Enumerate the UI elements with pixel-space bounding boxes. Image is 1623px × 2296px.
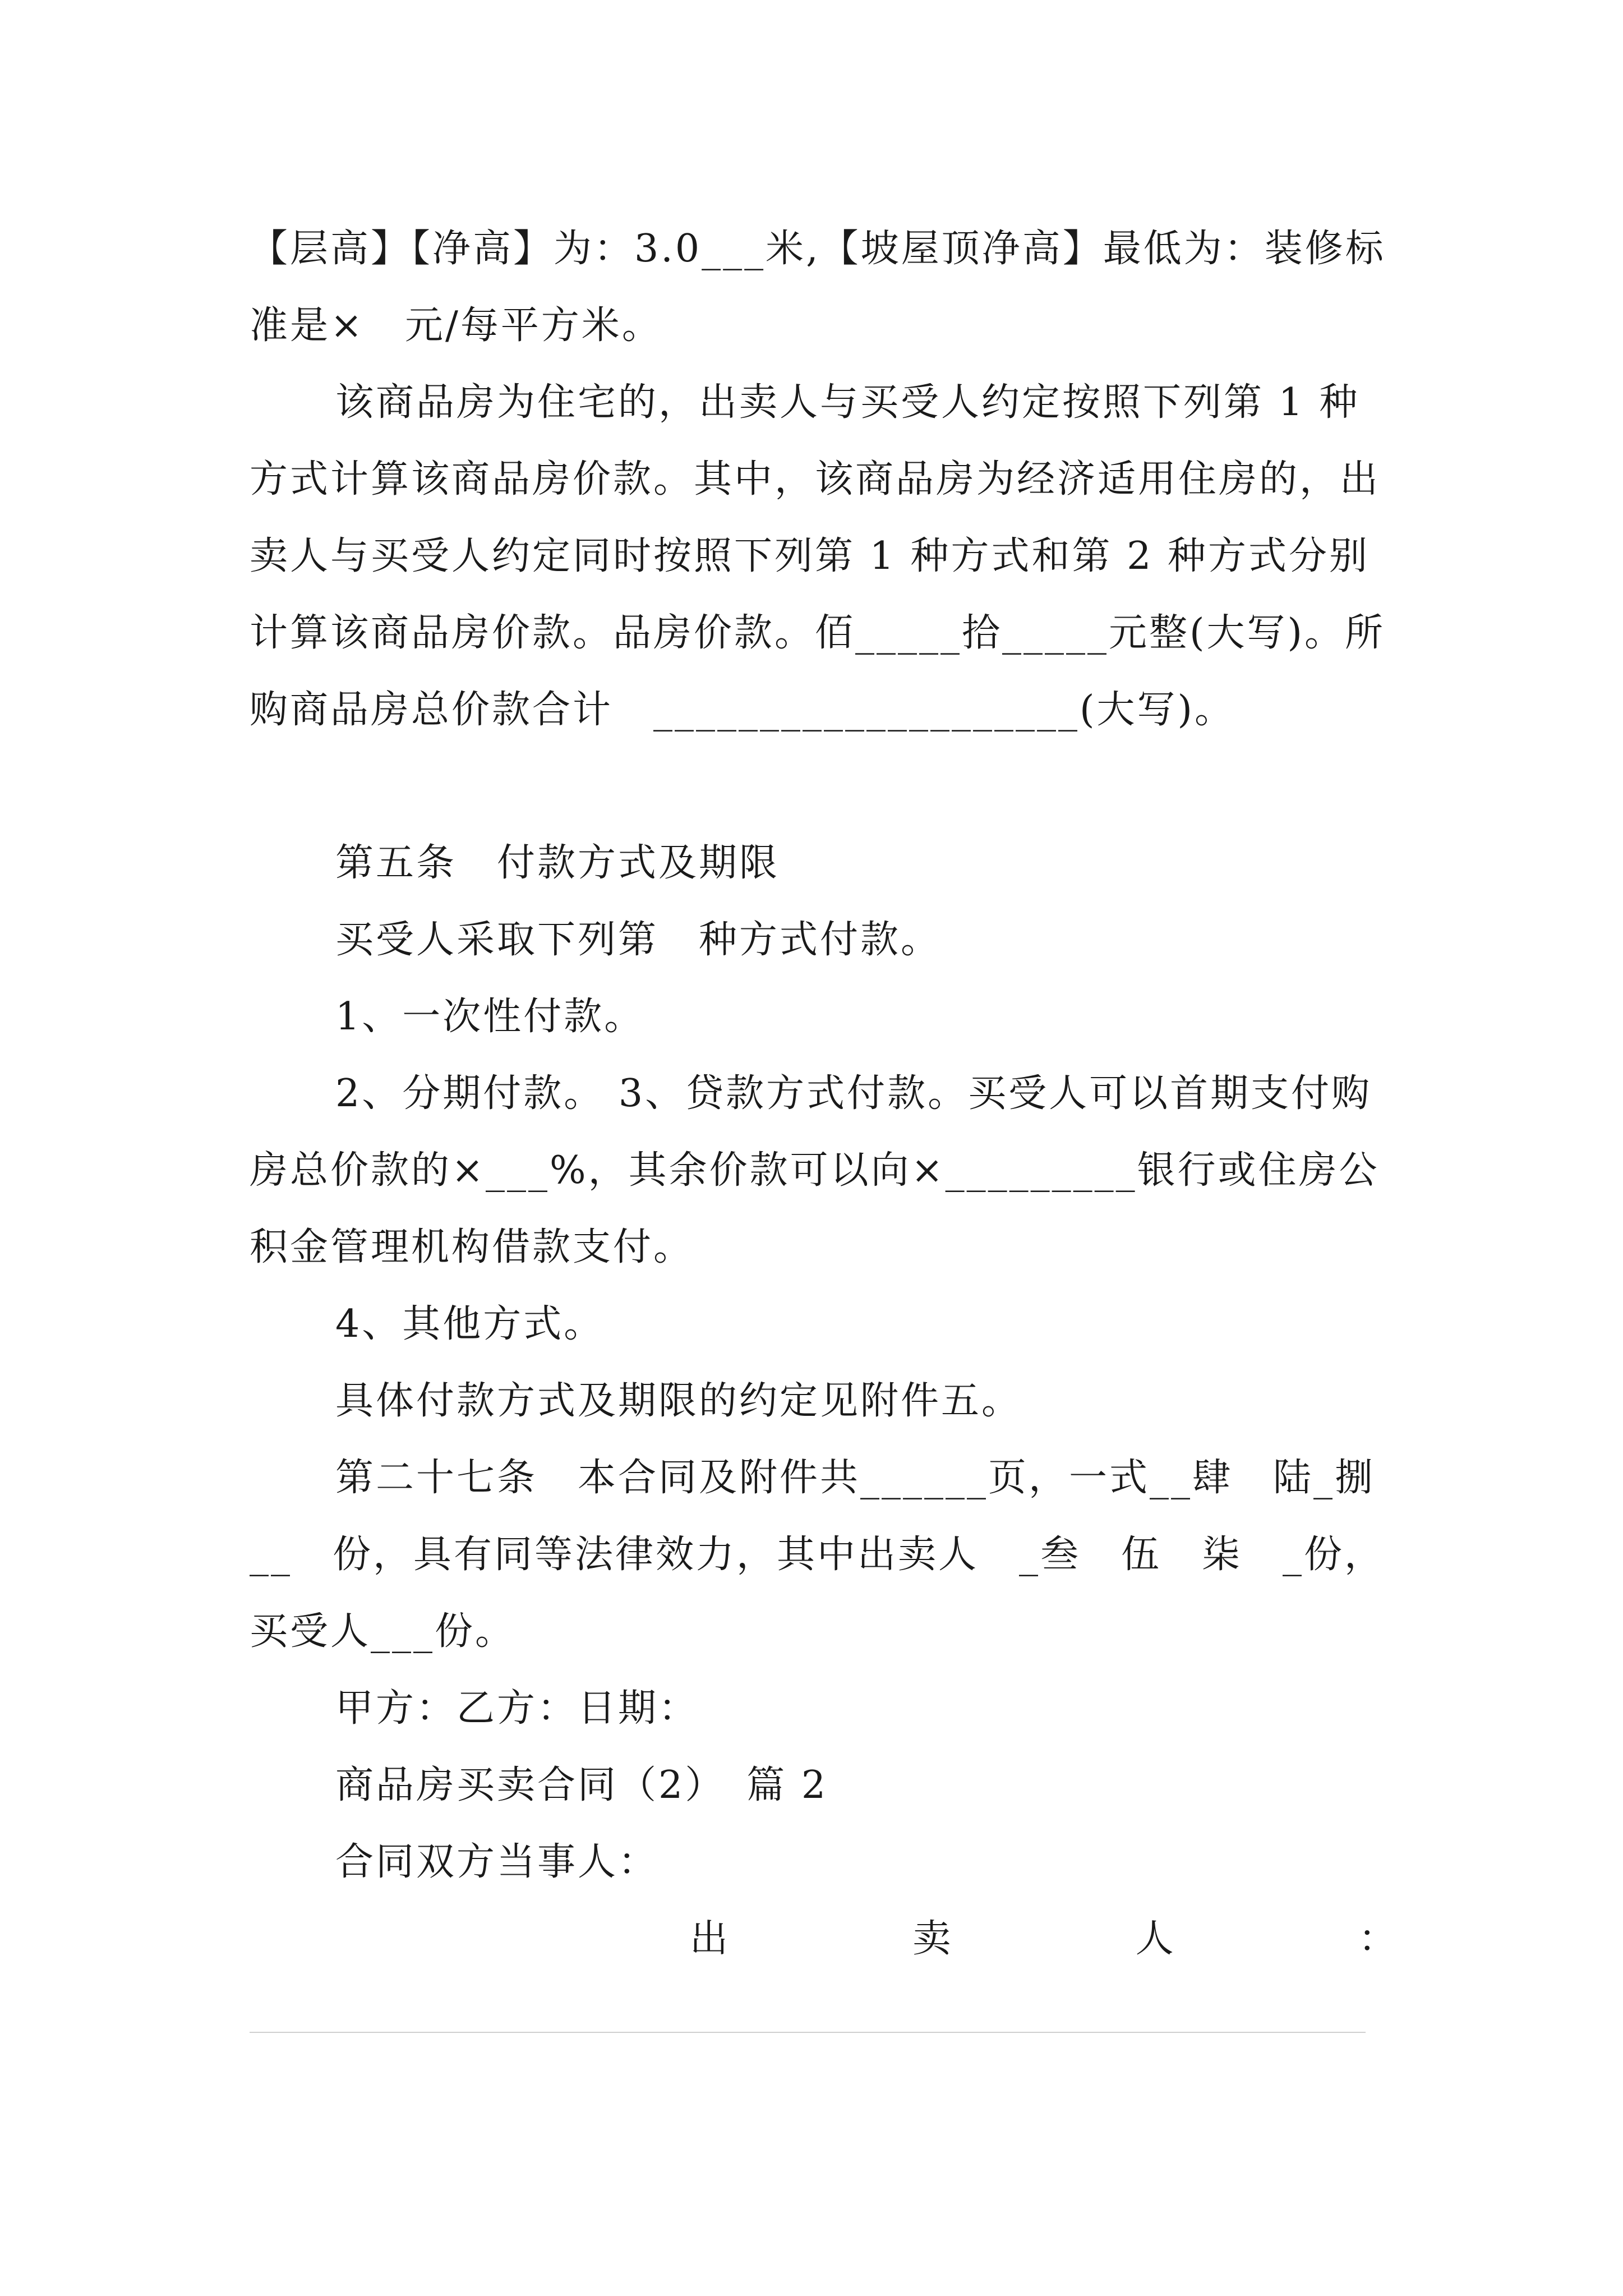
signature-line: 甲方：乙方：日期： — [335, 1686, 699, 1731]
seller-char-3: 人 — [1135, 1917, 1174, 1961]
list-item-installment-loan: 2、分期付款。 3、贷款方式付款。买受人可以首期支付购房总价款的×___%，其余价款可以向×_________银行或住房公积金管理机构借款支付。 — [250, 1071, 1380, 1269]
paragraph-attachment-five: 具体付款方式及期限的约定见附件五。 — [335, 1379, 1022, 1423]
paragraph-floor-height: 【层高】【净高】为：3.0___米,【坡屋顶净高】最低为：装修标准是× 元/每平方米。 — [250, 227, 1386, 348]
list-item-other: 4、其他方式。 — [335, 1302, 605, 1346]
parties-heading: 合同双方当事人： — [335, 1840, 659, 1884]
seller-label-line — [690, 1901, 1396, 1977]
seller-char-2: 卖 — [912, 1917, 951, 1961]
article-27-paragraph: 第二十七条 本合同及附件共______页，一式__肆 陆_捌__ 份，具有同等法律效力，其中出卖人 _叁 伍 柒 _份，买受人___份。 — [250, 1456, 1385, 1654]
article-5-heading: 第五条 付款方式及期限 — [335, 841, 780, 885]
seller-colon: ： — [1358, 1917, 1396, 1961]
footer-divider — [250, 2032, 1366, 2033]
paragraph-price-calculation: 该商品房为住宅的，出卖人与买受人约定按照下列第 1 种方式计算该商品房价款。其中，该商品房为经济适用住房的，出卖人与买受人约定同时按照下列第 1 种方式和第 2 种方式分别计算该商品房价款。品房价款。佰_____拾_____元整(大写)。所购商品房总价款合计 ____________________(大写)。 — [250, 380, 1386, 732]
contract-title-part-2: 商品房买卖合同（2） 篇 2 — [335, 1763, 828, 1807]
seller-char-1: 出 — [690, 1917, 728, 1961]
list-item-lump-sum: 1、一次性付款。 — [335, 995, 645, 1039]
paragraph-payment-method: 买受人采取下列第 种方式付款。 — [335, 918, 942, 962]
